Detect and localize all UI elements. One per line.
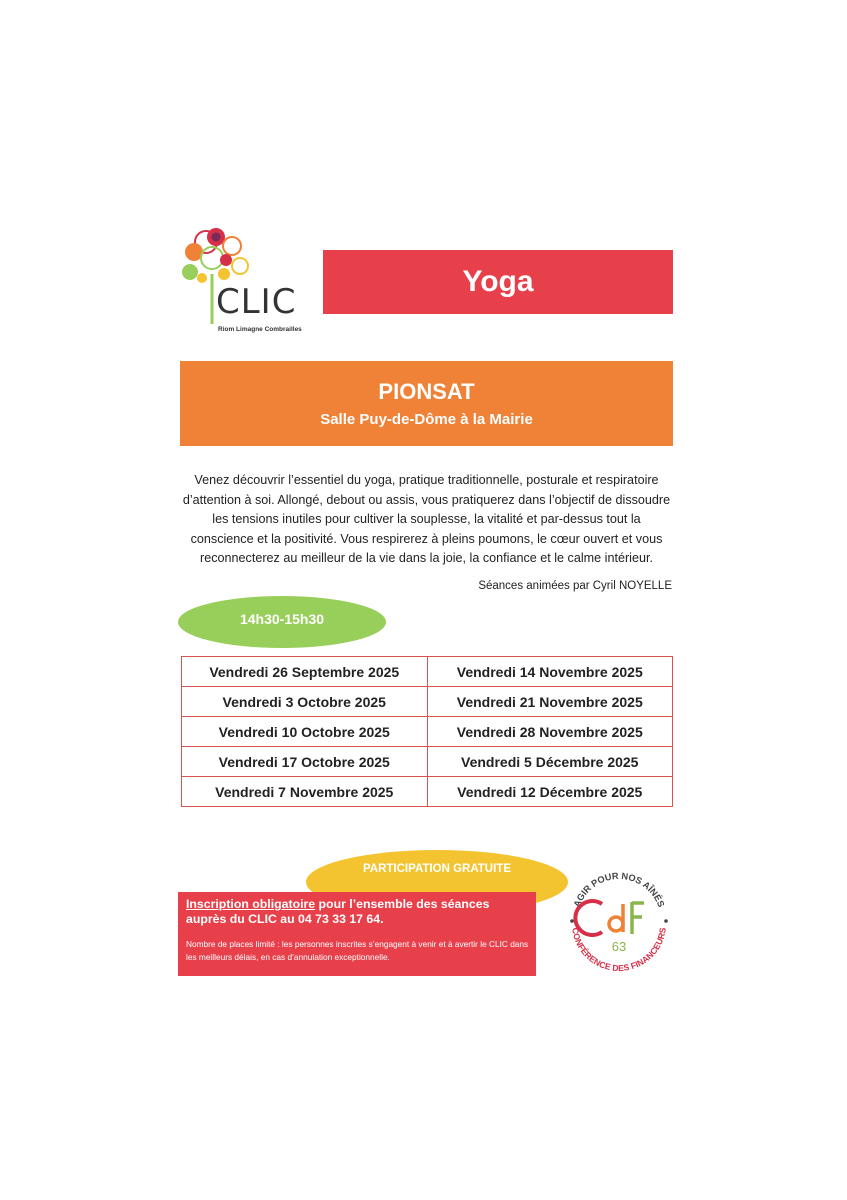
description-text: Venez découvrir l’essentiel du yoga, pratique traditionnelle, posturale et respiratoire d’attention à soi. Allongé, debout ou assis, vous pratiquerez dans l’objectif de dissoudre les tensions inutiles pour cultiver la souplesse, la vitalité et par-dessus tout la conscience et la positivité. Vous respirerez à pleins poumons, le cœur ouvert et vous reconnecterez au meilleur de la vie dans la joie, la confiance et le calme intérieur. — [182, 473, 671, 565]
clic-logo-subtitle: Riom Limagne Combrailles — [218, 326, 302, 333]
date-cell: Vendredi 5 Décembre 2025 — [427, 747, 673, 777]
inscription-required-label: Inscription obligatoire — [186, 897, 316, 911]
inscription-note: Nombre de places limité : les personnes inscrites s’engagent à venir et à avertir le CLIC dans les meilleurs délais, en cas d’annulation exceptionnelle. — [186, 939, 529, 962]
date-cell: Vendredi 26 Septembre 2025 — [182, 657, 428, 687]
cdf-arc-bottom-text: CONFÉRENCE DES FINANCEURS — [570, 926, 668, 974]
inscription-line1-rest: pour l’ensemble des séances — [315, 897, 490, 911]
date-cell: Vendredi 7 Novembre 2025 — [182, 777, 428, 807]
table-row — [182, 777, 673, 807]
date-cell: Vendredi 28 Novembre 2025 — [427, 717, 673, 747]
clic-logo-text: CLIC — [216, 282, 297, 322]
time-text: 14h30-15h30 — [239, 611, 325, 627]
table-row — [182, 717, 673, 747]
date-cell: Vendredi 3 Octobre 2025 — [182, 687, 428, 717]
cdf-logo-icon — [560, 862, 678, 980]
host-text: Séances animées par Cyril NOYELLE — [478, 580, 672, 592]
participation-text: PARTICIPATION GRATUITE — [362, 863, 511, 875]
location-city: PIONSAT — [378, 379, 475, 404]
location-banner — [180, 361, 673, 446]
date-cell: Vendredi 17 Octobre 2025 — [182, 747, 428, 777]
cdf-number: 63 — [611, 939, 627, 954]
dates-table — [181, 656, 673, 807]
table-row — [182, 657, 673, 687]
table-row — [182, 687, 673, 717]
date-cell: Vendredi 12 Décembre 2025 — [427, 777, 673, 807]
location-room: Salle Puy-de-Dôme à la Mairie — [320, 411, 533, 428]
date-cell: Vendredi 21 Novembre 2025 — [427, 687, 673, 717]
inscription-main-text — [186, 897, 531, 927]
inscription-phone-line: auprès du CLIC au 04 73 33 17 64. — [186, 912, 384, 926]
date-cell: Vendredi 10 Octobre 2025 — [182, 717, 428, 747]
cdf-arc-top-text: AGIR POUR NOS AÎNÉS — [571, 870, 667, 909]
time-badge — [178, 596, 386, 648]
title-banner — [323, 250, 673, 314]
table-row — [182, 747, 673, 777]
page-title: Yoga — [462, 265, 534, 298]
inscription-box — [178, 892, 536, 976]
date-cell: Vendredi 14 Novembre 2025 — [427, 657, 673, 687]
